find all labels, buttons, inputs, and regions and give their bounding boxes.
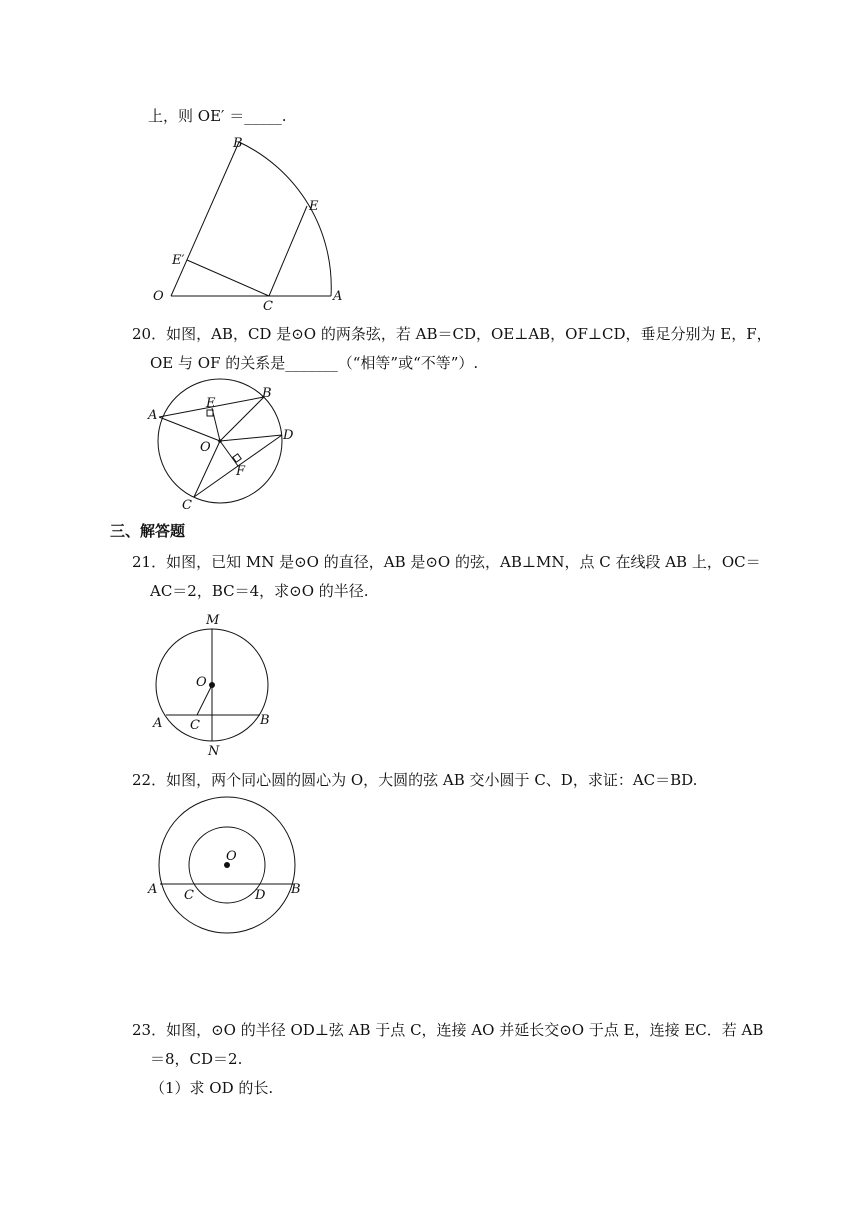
segment-CE <box>269 206 307 296</box>
label-A: A <box>148 882 158 897</box>
label-A: A <box>148 408 158 423</box>
center-dot <box>218 439 222 443</box>
sector-arc <box>239 142 331 296</box>
label-E: E <box>309 199 319 214</box>
label-F: F <box>236 464 246 479</box>
figure-21-circle-diameter <box>140 605 290 759</box>
q23-line1: 23．如图，⊙O 的半径 OD⊥弦 AB 于点 C，连接 AO 并延长交⊙O 于点 E，连接 EC．若 AB <box>132 1021 764 1039</box>
label-A: A <box>153 716 163 731</box>
label-B: B <box>260 713 270 728</box>
figure-22-concentric-circles <box>140 795 310 940</box>
q19-tail-text: 上，则 OE′ ＝_____. <box>148 107 287 125</box>
label-C: C <box>190 718 200 733</box>
label-C: C <box>182 498 192 513</box>
figure-20-circle-chords <box>140 375 310 515</box>
section-heading: 三、解答题 <box>110 522 186 540</box>
q21-line2: AC＝2，BC＝4，求⊙O 的半径. <box>150 582 369 600</box>
q20-line2: OE 与 OF 的关系是_______（“相等”或“不等”）. <box>150 354 479 372</box>
center-dot <box>209 682 215 688</box>
q20-line1: 20．如图，AB，CD 是⊙O 的两条弦，若 AB＝CD，OE⊥AB，OF⊥CD，垂足分别为 E，F， <box>132 325 772 343</box>
segment-OA <box>159 417 220 441</box>
q22-text: 22．如图，两个同心圆的圆心为 O，大圆的弦 AB 交小圆于 C、D，求证：AC＝BD. <box>132 771 698 789</box>
label-D: D <box>255 888 266 903</box>
label-O: O <box>226 849 237 864</box>
label-B: B <box>291 882 301 897</box>
q23-line2: ＝8，CD＝2. <box>150 1050 243 1068</box>
label-N: N <box>208 744 220 759</box>
segment-OB <box>171 142 239 296</box>
label-C: C <box>184 888 194 903</box>
label-O: O <box>153 289 164 304</box>
figure-19-sector <box>145 130 355 314</box>
segment-OF <box>220 441 238 466</box>
label-O: O <box>200 440 211 455</box>
label-M: M <box>206 613 220 628</box>
label-A: A <box>333 289 343 304</box>
q23-sub1: （1）求 OD 的长. <box>150 1079 274 1097</box>
segment-OB <box>220 397 264 441</box>
label-O: O <box>196 675 207 690</box>
label-B: B <box>233 136 243 151</box>
segment-CE2 <box>187 260 269 296</box>
label-E: E <box>206 396 216 411</box>
segment-OD <box>220 435 282 441</box>
q21-line1: 21．如图，已知 MN 是⊙O 的直径，AB 是⊙O 的弦，AB⊥MN，点 C 在线段 AB 上，OC＝ <box>132 553 761 571</box>
label-C: C <box>263 299 273 314</box>
label-D: D <box>283 428 294 443</box>
label-E-prime: E′ <box>172 253 185 268</box>
label-B: B <box>262 386 272 401</box>
